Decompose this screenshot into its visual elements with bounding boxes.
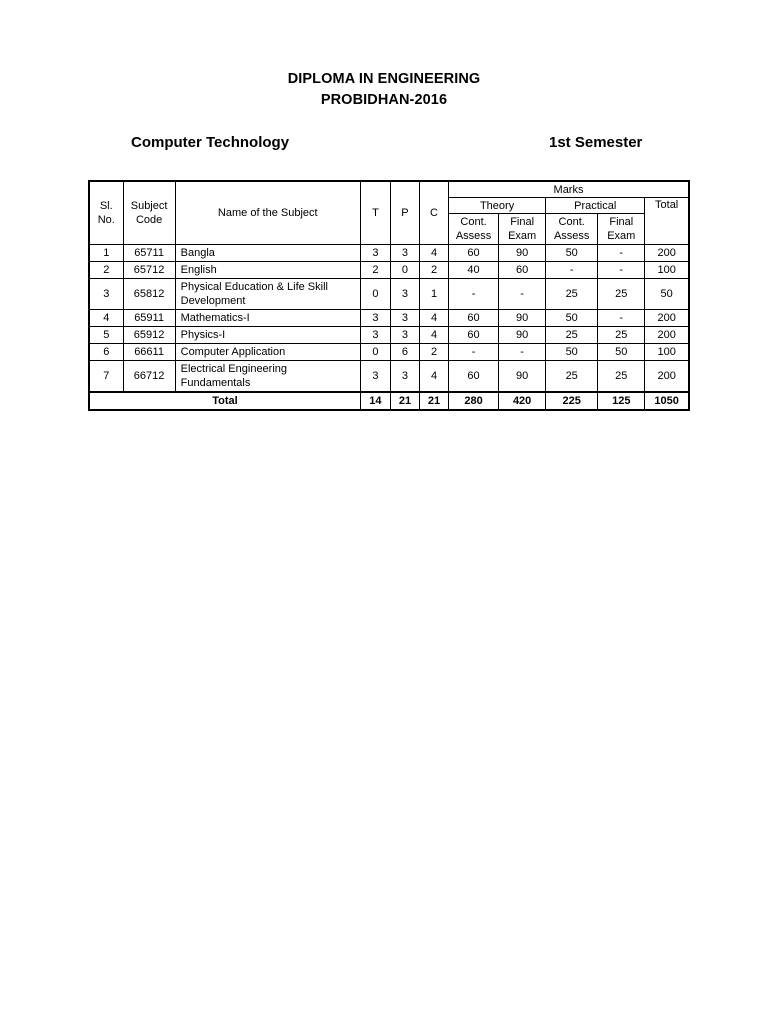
document-title: DIPLOMA IN ENGINEERING [287,71,481,87]
cell-p: 0 [390,262,419,279]
cell-theory-ca: - [449,279,499,310]
totals-row [89,392,689,410]
cell-theory-ca: 60 [449,327,499,344]
cell-p: 3 [390,361,419,393]
cell-sl: 2 [89,262,123,279]
header-practical-cont-assess: Cont. Assess [546,214,598,245]
cell-practical-ca: 25 [546,361,598,393]
cell-code: 65812 [123,279,175,310]
cell-total: 200 [645,245,689,262]
header-total: Total [645,198,689,245]
cell-practical-ca: - [546,262,598,279]
table-row [89,361,689,393]
header-p: P [390,181,419,245]
header-marks: Marks [449,181,689,198]
cell-sl: 1 [89,245,123,262]
table-row [89,262,689,279]
cell-theory-fe: - [499,279,546,310]
cell-theory-fe: 90 [499,245,546,262]
table-row [89,344,689,361]
header-theory: Theory [449,198,546,214]
cell-theory-fe: - [499,344,546,361]
cell-p: 3 [390,279,419,310]
cell-code: 66611 [123,344,175,361]
cell-c: 2 [419,344,448,361]
cell-practical-fe: - [598,245,645,262]
cell-c: 4 [419,310,448,327]
cell-name: Physics-I [175,327,360,344]
cell-t: 3 [360,310,390,327]
cell-code: 65912 [123,327,175,344]
cell-sl: 6 [89,344,123,361]
cell-name: Electrical Engineering Fundamentals [175,361,360,393]
cell-name: Computer Application [175,344,360,361]
cell-theory-fe: 90 [499,361,546,393]
total-practical-fe: 125 [598,392,645,410]
cell-c: 1 [419,279,448,310]
total-practical-ca: 225 [546,392,598,410]
cell-name: Bangla [175,245,360,262]
cell-sl: 7 [89,361,123,393]
cell-total: 50 [645,279,689,310]
cell-practical-fe: 50 [598,344,645,361]
cell-total: 200 [645,361,689,393]
course-table [88,180,690,411]
cell-name: Physical Education & Life Skill Development [175,279,360,310]
cell-theory-ca: - [449,344,499,361]
cell-theory-ca: 40 [449,262,499,279]
header-sl: Sl. No. [89,181,123,245]
header-c: C [419,181,448,245]
header-theory-cont-assess: Cont. Assess [449,214,499,245]
table-row [89,245,689,262]
cell-c: 4 [419,327,448,344]
cell-name: English [175,262,360,279]
cell-practical-ca: 25 [546,279,598,310]
cell-practical-fe: - [598,310,645,327]
cell-t: 0 [360,344,390,361]
header-theory-final-exam: Final Exam [499,214,546,245]
cell-sl: 4 [89,310,123,327]
table-row [89,310,689,327]
header-name: Name of the Subject [175,181,360,245]
cell-theory-ca: 60 [449,361,499,393]
cell-practical-fe: 25 [598,279,645,310]
cell-total: 100 [645,344,689,361]
cell-c: 2 [419,262,448,279]
table-row [89,327,689,344]
cell-t: 0 [360,279,390,310]
cell-theory-ca: 60 [449,310,499,327]
header-t: T [360,181,390,245]
cell-total: 200 [645,310,689,327]
semester-label: 1st Semester [549,134,643,151]
cell-theory-fe: 90 [499,327,546,344]
cell-c: 4 [419,361,448,393]
header-practical-final-exam: Final Exam [598,214,645,245]
cell-p: 3 [390,245,419,262]
cell-code: 65712 [123,262,175,279]
total-p: 21 [390,392,419,410]
cell-t: 3 [360,361,390,393]
cell-practical-fe: 25 [598,327,645,344]
cell-sl: 3 [89,279,123,310]
cell-c: 4 [419,245,448,262]
total-theory-fe: 420 [499,392,546,410]
total-theory-ca: 280 [449,392,499,410]
cell-p: 6 [390,344,419,361]
cell-total: 100 [645,262,689,279]
cell-practical-ca: 50 [546,310,598,327]
cell-code: 65911 [123,310,175,327]
cell-theory-fe: 90 [499,310,546,327]
table-row [89,279,689,310]
cell-theory-ca: 60 [449,245,499,262]
cell-p: 3 [390,310,419,327]
department-label: Computer Technology [131,134,290,151]
cell-total: 200 [645,327,689,344]
cell-code: 65711 [123,245,175,262]
cell-t: 3 [360,327,390,344]
cell-practical-fe: 25 [598,361,645,393]
total-c: 21 [419,392,448,410]
cell-code: 66712 [123,361,175,393]
cell-practical-fe: - [598,262,645,279]
cell-practical-ca: 50 [546,344,598,361]
cell-name: Mathematics-I [175,310,360,327]
total-t: 14 [360,392,390,410]
header-practical: Practical [546,198,645,214]
cell-practical-ca: 25 [546,327,598,344]
cell-p: 3 [390,327,419,344]
cell-t: 2 [360,262,390,279]
header-code: Subject Code [123,181,175,245]
cell-theory-fe: 60 [499,262,546,279]
cell-sl: 5 [89,327,123,344]
cell-practical-ca: 50 [546,245,598,262]
grand-total: 1050 [645,392,689,410]
document-subtitle: PROBIDHAN-2016 [320,92,448,108]
cell-t: 3 [360,245,390,262]
totals-label: Total [89,392,360,410]
